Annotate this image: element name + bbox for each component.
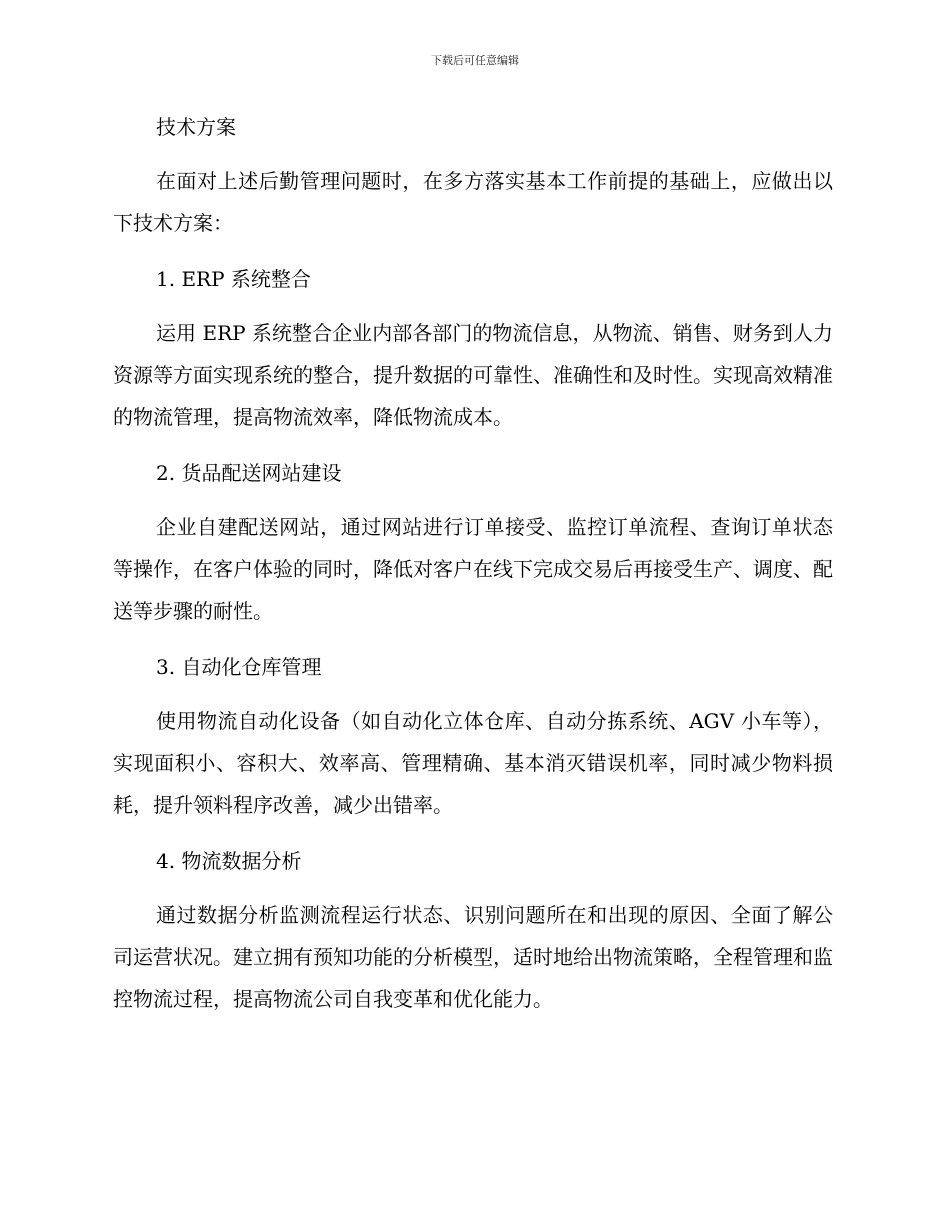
section-title: 技术方案 [156, 115, 236, 139]
heading-delivery-website: 2. 货品配送网站建设 [156, 461, 342, 485]
heading-logistics-data-analysis: 4. 物流数据分析 [156, 849, 302, 873]
page-header: 下载后可任意编辑 [431, 54, 519, 67]
paragraph-delivery-website: 企业自建配送网站，通过网站进行订单接受、监控订单流程、查询订单状态等操作，在客户体验的同时，降低对客户在线下完成交易后再接受生产、调度、配送等步骤的耐性。 [113, 515, 833, 623]
paragraph-logistics-data-analysis: 通过数据分析监测流程运行状态、识别问题所在和出现的原因、全面了解公司运营状况。建立拥有预知功能的分析模型，适时地给出物流策略，全程管理和监控物流过程，提高物流公司自我变革和优化能力。 [113, 903, 833, 1011]
paragraph-erp-integration: 运用 ERP 系统整合企业内部各部门的物流信息，从物流、销售、财务到人力资源等方面实现系统的整合，提升数据的可靠性、准确性和及时性。实现高效精准的物流管理，提高物流效率，降低物流成本。 [113, 321, 833, 429]
document-content [113, 106, 833, 1020]
heading-automated-warehouse: 3. 自动化仓库管理 [156, 655, 322, 679]
paragraph-automated-warehouse: 使用物流自动化设备（如自动化立体仓库、自动分拣系统、AGV 小车等），实现面积小、容积大、效率高、管理精确、基本消灭错误机率，同时减少物料损耗，提升领料程序改善，减少出错率。 [113, 709, 833, 817]
intro-paragraph: 在面对上述后勤管理问题时，在多方落实基本工作前提的基础上，应做出以下技术方案： [113, 169, 833, 235]
heading-erp-integration: 1. ERP 系统整合 [156, 267, 311, 291]
